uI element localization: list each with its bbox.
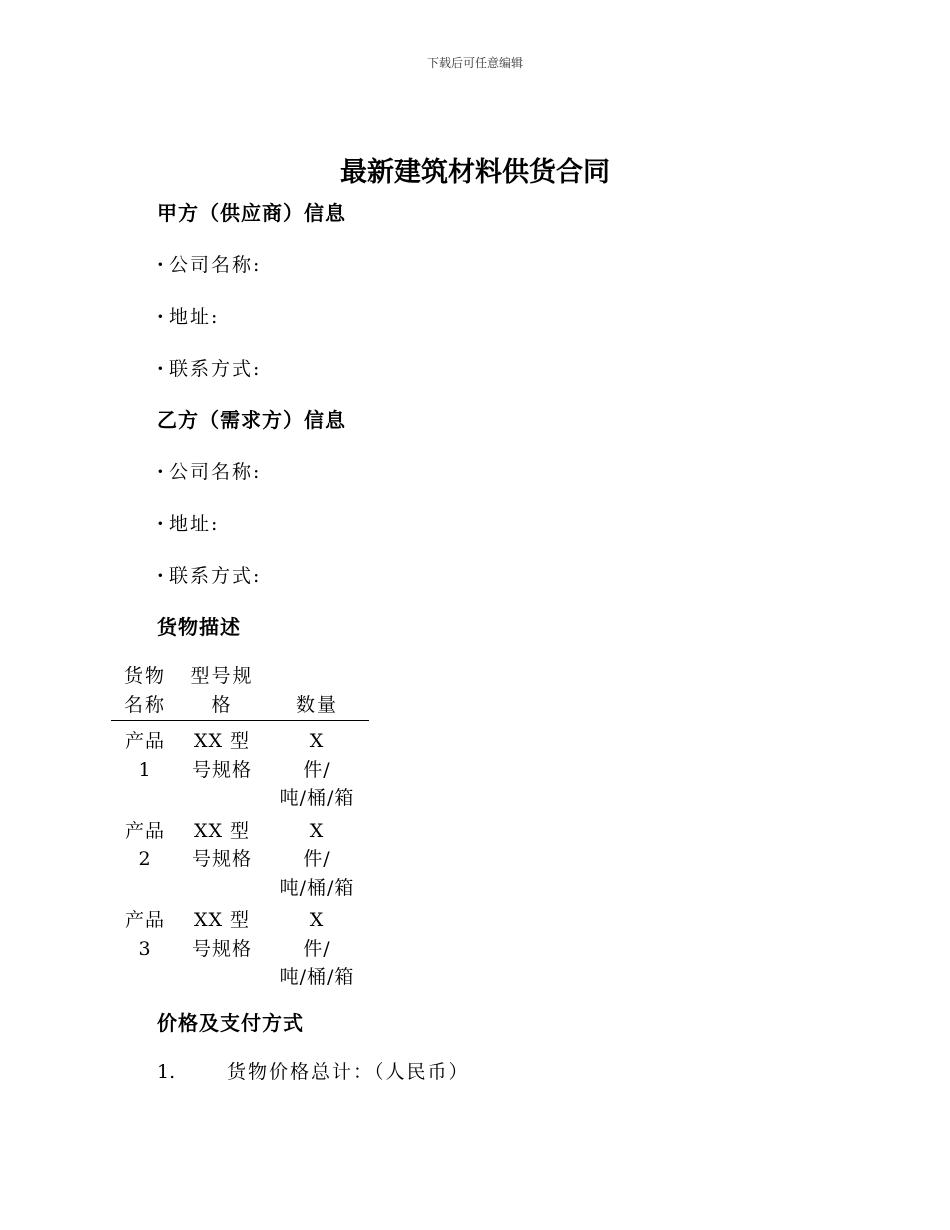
- header-text: 货物: [123, 665, 166, 687]
- table-header-row: [111, 662, 369, 721]
- cell-text: XX 型: [193, 819, 251, 842]
- cell-text: 件/: [303, 758, 331, 781]
- cell-text: 2: [138, 848, 152, 870]
- cell-quantity: [265, 813, 369, 903]
- field-label: 地址:: [169, 306, 220, 328]
- cell-text: 产品: [124, 909, 165, 931]
- party-b-heading: 乙方（需求方）信息: [157, 408, 346, 432]
- cell-text: 吨/桶/箱: [279, 966, 355, 988]
- cell-text: 号规格: [191, 758, 252, 781]
- payment-item: [157, 1057, 470, 1084]
- cell-text: 产品: [124, 730, 165, 752]
- cell-name: [111, 813, 179, 903]
- header-text: 数量: [295, 694, 338, 716]
- field-label: 地址:: [169, 513, 220, 535]
- cell-text: X: [309, 909, 325, 931]
- cell-text: 吨/桶/箱: [279, 876, 355, 899]
- party-a-company-name-field: [157, 250, 261, 277]
- party-a-contact-field: [157, 354, 261, 381]
- cell-text: X: [309, 730, 325, 752]
- cell-text: 产品: [124, 819, 165, 842]
- party-a-address-field: [157, 302, 219, 329]
- cell-quantity: [265, 902, 369, 992]
- cell-model: [179, 813, 265, 903]
- column-header-model: [179, 662, 265, 721]
- bullet-dot-icon: ·: [157, 565, 166, 587]
- column-header-name: [111, 662, 179, 721]
- cell-text: 吨/桶/箱: [279, 787, 355, 809]
- bullet-dot-icon: ·: [157, 254, 166, 276]
- party-b-contact-field: [157, 561, 261, 588]
- page-header-note: 下载后可任意编辑: [426, 56, 523, 70]
- table-row: [111, 813, 369, 903]
- party-b-company-name-field: [157, 457, 261, 484]
- field-label: 公司名称:: [169, 461, 262, 483]
- header-text: 型号规: [190, 665, 254, 687]
- cell-text: X: [309, 819, 325, 842]
- payment-item-text: 货物价格总计：（人民币）: [227, 1061, 470, 1083]
- field-label: 联系方式:: [169, 358, 262, 380]
- field-label: 联系方式:: [169, 565, 262, 587]
- cell-text: 件/: [303, 848, 331, 870]
- cell-text: XX 型: [193, 730, 251, 752]
- goods-heading: 货物描述: [157, 615, 241, 639]
- cell-text: 件/: [303, 937, 331, 960]
- cell-quantity: [265, 721, 369, 813]
- goods-table: [111, 662, 369, 992]
- payment-heading: 价格及支付方式: [157, 1011, 304, 1035]
- party-a-heading: 甲方（供应商）信息: [157, 201, 346, 225]
- table-row: [111, 721, 369, 813]
- bullet-dot-icon: ·: [157, 513, 166, 535]
- column-header-quantity: [265, 662, 369, 721]
- cell-model: [179, 721, 265, 813]
- cell-text: 号规格: [191, 937, 252, 960]
- field-label: 公司名称:: [169, 254, 262, 276]
- table-row: [111, 902, 369, 992]
- cell-text: XX 型: [193, 909, 251, 931]
- cell-model: [179, 902, 265, 992]
- document-title: 最新建筑材料供货合同: [340, 157, 610, 188]
- header-text: 格: [211, 694, 233, 716]
- party-b-address-field: [157, 509, 219, 536]
- bullet-dot-icon: ·: [157, 461, 166, 483]
- cell-text: 号规格: [191, 848, 252, 870]
- cell-text: 3: [138, 937, 152, 960]
- cell-name: [111, 721, 179, 813]
- header-text: 名称: [123, 694, 166, 716]
- bullet-dot-icon: ·: [157, 358, 166, 380]
- list-number: 1.: [157, 1061, 176, 1083]
- cell-name: [111, 902, 179, 992]
- cell-text: 1: [138, 758, 152, 781]
- bullet-dot-icon: ·: [157, 306, 166, 328]
